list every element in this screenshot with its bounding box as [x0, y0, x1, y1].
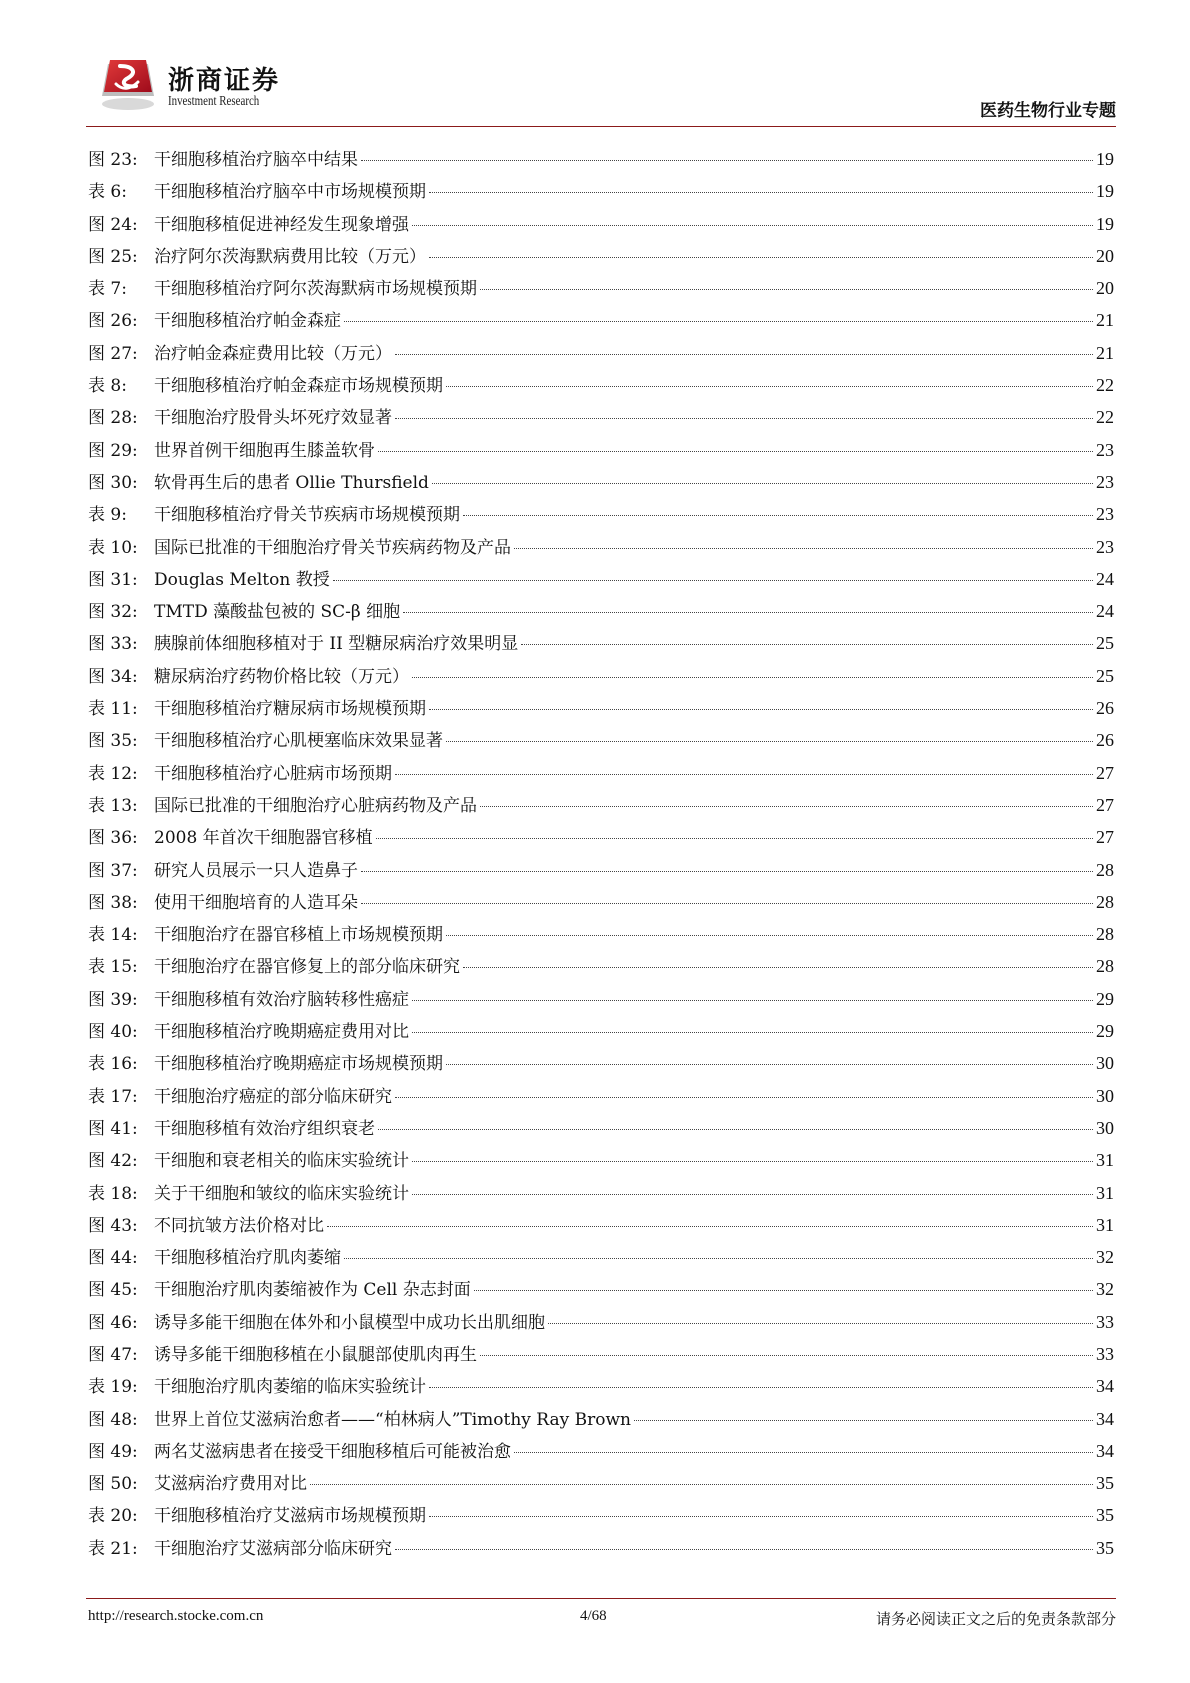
toc-entry-title: 干细胞治疗肌肉萎缩被作为 Cell 杂志封面 [154, 1280, 471, 1301]
toc-entry-page: 26 [1096, 730, 1114, 751]
toc-entry-title: 干细胞治疗艾滋病部分临床研究 [154, 1538, 392, 1559]
toc-dot-leader [429, 192, 1093, 193]
toc-entry-page: 25 [1096, 665, 1114, 686]
toc-dot-leader [412, 1032, 1093, 1033]
toc-dot-leader [480, 806, 1093, 807]
toc-dot-leader [634, 1420, 1093, 1421]
toc-entry-number: 图 50: [88, 1474, 138, 1495]
toc-entry-number: 图 36: [88, 828, 138, 849]
toc-entry[interactable] [88, 1343, 1114, 1375]
toc-entry-page: 23 [1096, 439, 1114, 460]
toc-entry-number: 图 25: [88, 246, 138, 267]
toc-entry-title: 干细胞移植治疗晚期癌症费用对比 [154, 1022, 409, 1043]
toc-entry[interactable] [88, 729, 1114, 761]
toc-entry[interactable] [88, 536, 1114, 568]
toc-entry-number: 图 43: [88, 1215, 138, 1236]
toc-entry-title: 干细胞治疗在器官修复上的部分临床研究 [154, 957, 460, 978]
toc-entry-page: 22 [1096, 407, 1114, 428]
toc-entry-title: 软骨再生后的患者 Ollie Thursfield [154, 472, 429, 493]
toc-entry[interactable] [88, 891, 1114, 923]
toc-dot-leader [412, 1161, 1093, 1162]
toc-entry-title: 糖尿病治疗药物价格比较（万元） [154, 666, 409, 687]
table-of-contents [88, 148, 1114, 1569]
toc-entry-title: 干细胞和衰老相关的临床实验统计 [154, 1151, 409, 1172]
toc-entry[interactable] [88, 632, 1114, 664]
toc-entry-number: 图 29: [88, 440, 138, 461]
toc-dot-leader [432, 483, 1093, 484]
toc-entry-page: 27 [1096, 762, 1114, 783]
toc-entry-number: 表 16: [88, 1054, 138, 1075]
toc-dot-leader [429, 1387, 1093, 1388]
toc-entry-title: 两名艾滋病患者在接受干细胞移植后可能被治愈 [154, 1441, 511, 1462]
toc-entry[interactable] [88, 1214, 1114, 1246]
toc-entry-title: 干细胞移植治疗糖尿病市场规模预期 [154, 699, 426, 720]
toc-entry-title: 干细胞移植治疗骨关节疾病市场规模预期 [154, 505, 460, 526]
toc-entry-page: 20 [1096, 278, 1114, 299]
toc-entry-number: 图 48: [88, 1409, 138, 1430]
toc-entry-title: 国际已批准的干细胞治疗骨关节疾病药物及产品 [154, 537, 511, 558]
toc-entry-page: 25 [1096, 633, 1114, 654]
toc-dot-leader [361, 160, 1093, 161]
toc-entry-number: 图 49: [88, 1441, 138, 1462]
toc-dot-leader [361, 871, 1093, 872]
toc-entry-title: 干细胞移植治疗心肌梗塞临床效果显著 [154, 731, 443, 752]
toc-entry-title: 2008 年首次干细胞器官移植 [154, 828, 373, 849]
toc-dot-leader [548, 1323, 1093, 1324]
toc-dot-leader [514, 1452, 1093, 1453]
toc-entry-title: 干细胞移植有效治疗脑转移性癌症 [154, 989, 409, 1010]
toc-entry[interactable] [88, 277, 1114, 309]
toc-entry-number: 图 34: [88, 666, 138, 687]
toc-entry-title: 干细胞移植治疗阿尔茨海默病市场规模预期 [154, 279, 477, 300]
toc-entry[interactable] [88, 1472, 1114, 1504]
toc-entry-number: 表 15: [88, 957, 138, 978]
toc-dot-leader [395, 1549, 1093, 1550]
toc-entry-page: 28 [1096, 924, 1114, 945]
toc-dot-leader [395, 418, 1093, 419]
toc-entry-title: 研究人员展示一只人造鼻子 [154, 860, 358, 881]
toc-entry-page: 19 [1096, 213, 1114, 234]
toc-entry-title: 干细胞移植治疗艾滋病市场规模预期 [154, 1506, 426, 1527]
toc-entry[interactable] [88, 955, 1114, 987]
toc-dot-leader [395, 774, 1093, 775]
toc-entry[interactable] [88, 503, 1114, 535]
toc-entry-page: 35 [1096, 1473, 1114, 1494]
toc-dot-leader [403, 612, 1093, 613]
toc-entry-title: 干细胞移植治疗脑卒中结果 [154, 150, 358, 170]
footer-url-link[interactable]: http://research.stocke.com.cn [88, 1608, 264, 1624]
toc-dot-leader [446, 935, 1093, 936]
toc-entry-page: 24 [1096, 601, 1114, 622]
toc-entry-number: 表 20: [88, 1506, 138, 1527]
toc-dot-leader [429, 257, 1093, 258]
toc-entry-page: 34 [1096, 1408, 1114, 1429]
toc-entry-number: 图 30: [88, 472, 138, 493]
toc-entry-page: 33 [1096, 1343, 1114, 1364]
toc-entry-number: 图 46: [88, 1312, 138, 1333]
toc-dot-leader [344, 321, 1093, 322]
toc-entry[interactable] [88, 1440, 1114, 1472]
toc-dot-leader [480, 1355, 1093, 1356]
toc-entry-page: 34 [1096, 1376, 1114, 1397]
toc-entry[interactable] [88, 1246, 1114, 1278]
toc-entry-number: 表 11: [88, 699, 138, 720]
toc-entry-number: 图 37: [88, 860, 138, 881]
toc-dot-leader [378, 451, 1093, 452]
toc-entry-title: 使用干细胞培育的人造耳朵 [154, 892, 358, 913]
toc-entry[interactable] [88, 1408, 1114, 1440]
toc-dot-leader [412, 1000, 1093, 1001]
toc-entry-number: 表 14: [88, 925, 138, 946]
toc-entry-title: Douglas Melton 教授 [154, 569, 330, 590]
toc-dot-leader [395, 354, 1093, 355]
zheshang-logo-icon [98, 56, 158, 112]
toc-dot-leader [521, 644, 1093, 645]
toc-entry-number: 表 18: [88, 1183, 138, 1204]
toc-entry-number: 图 35: [88, 731, 138, 752]
toc-entry-number: 图 33: [88, 634, 138, 655]
toc-entry[interactable] [88, 1375, 1114, 1407]
toc-dot-leader [429, 1516, 1093, 1517]
toc-entry-title: 诱导多能干细胞在体外和小鼠模型中成功长出肌细胞 [154, 1312, 545, 1333]
toc-entry-page: 24 [1096, 568, 1114, 589]
toc-entry-title: 胰腺前体细胞移植对于 II 型糖尿病治疗效果明显 [154, 634, 519, 655]
toc-dot-leader [327, 1226, 1093, 1227]
toc-entry-page: 20 [1096, 245, 1114, 266]
toc-entry[interactable] [88, 342, 1114, 374]
toc-entry-title: 干细胞治疗癌症的部分临床研究 [154, 1086, 392, 1107]
toc-entry-number: 图 27: [88, 343, 138, 364]
toc-entry[interactable] [88, 988, 1114, 1020]
toc-entry-page: 30 [1096, 1053, 1114, 1074]
toc-entry-page: 32 [1096, 1247, 1114, 1268]
toc-dot-leader [463, 515, 1093, 516]
toc-dot-leader [412, 225, 1093, 226]
header-divider [86, 126, 1116, 127]
toc-dot-leader [310, 1484, 1093, 1485]
toc-entry-title: 治疗帕金森症费用比较（万元） [154, 343, 392, 364]
toc-entry-number: 图 41: [88, 1118, 138, 1139]
toc-entry-page: 29 [1096, 1021, 1114, 1042]
disclaimer-note: 请务必阅读正文之后的免责条款部分 [875, 1610, 1116, 1628]
toc-entry[interactable] [88, 826, 1114, 858]
toc-entry[interactable] [88, 1149, 1114, 1181]
toc-entry[interactable] [88, 1278, 1114, 1310]
toc-dot-leader [514, 548, 1093, 549]
toc-entry[interactable] [88, 923, 1114, 955]
toc-entry[interactable] [88, 245, 1114, 277]
toc-entry-page: 29 [1096, 988, 1114, 1009]
toc-entry-number: 图 23: [88, 150, 138, 170]
toc-entry-page: 31 [1096, 1182, 1114, 1203]
toc-dot-leader [463, 967, 1093, 968]
toc-entry[interactable] [88, 1117, 1114, 1149]
toc-entry-number: 图 47: [88, 1344, 138, 1365]
toc-entry-number: 表 6: [88, 182, 127, 203]
page-indicator: 4/68 [580, 1608, 607, 1624]
toc-entry-number: 表 10: [88, 537, 138, 558]
toc-entry-title: 诱导多能干细胞移植在小鼠腿部使肌肉再生 [154, 1344, 477, 1365]
toc-entry[interactable] [88, 697, 1114, 729]
toc-entry-page: 28 [1096, 956, 1114, 977]
toc-entry-title: 世界首例干细胞再生膝盖软骨 [154, 440, 375, 461]
toc-entry-page: 27 [1096, 827, 1114, 848]
toc-dot-leader [361, 903, 1093, 904]
footer-divider [86, 1598, 1116, 1599]
toc-entry-number: 图 44: [88, 1248, 138, 1269]
toc-dot-leader [344, 1258, 1093, 1259]
toc-entry-title: 干细胞治疗肌肉萎缩的临床实验统计 [154, 1377, 426, 1398]
toc-entry-page: 26 [1096, 698, 1114, 719]
toc-entry-page: 34 [1096, 1440, 1114, 1461]
toc-dot-leader [333, 580, 1093, 581]
toc-entry-number: 表 21: [88, 1538, 138, 1559]
brand-name-en: Investment Research [168, 94, 260, 109]
toc-dot-leader [429, 709, 1093, 710]
toc-entry[interactable] [88, 374, 1114, 406]
toc-entry-page: 31 [1096, 1214, 1114, 1235]
toc-entry-title: 干细胞移植促进神经发生现象增强 [154, 214, 409, 235]
toc-entry-title: 干细胞移植治疗脑卒中市场规模预期 [154, 182, 426, 203]
toc-dot-leader [412, 1194, 1093, 1195]
toc-dot-leader [376, 838, 1093, 839]
toc-entry-number: 图 28: [88, 408, 138, 429]
toc-dot-leader [446, 386, 1093, 387]
toc-entry-page: 28 [1096, 891, 1114, 912]
toc-entry-title: 艾滋病治疗费用对比 [154, 1474, 307, 1495]
toc-entry-page: 23 [1096, 536, 1114, 557]
toc-dot-leader [446, 741, 1093, 742]
toc-entry-title: 干细胞治疗股骨头坏死疗效显著 [154, 408, 392, 429]
toc-entry-number: 表 7: [88, 279, 127, 300]
toc-entry-number: 图 40: [88, 1022, 138, 1043]
toc-entry[interactable] [88, 1311, 1114, 1343]
toc-entry-page: 23 [1096, 504, 1114, 525]
toc-entry-page: 22 [1096, 375, 1114, 396]
toc-entry-title: TMTD 藻酸盐包被的 SC-β 细胞 [154, 602, 401, 623]
toc-entry-title: 不同抗皱方法价格对比 [154, 1215, 324, 1236]
toc-entry[interactable] [88, 1085, 1114, 1117]
toc-entry-page: 35 [1096, 1537, 1114, 1558]
toc-entry[interactable] [88, 1052, 1114, 1084]
toc-dot-leader [412, 677, 1093, 678]
page-header [86, 52, 1116, 127]
toc-entry[interactable] [88, 794, 1114, 826]
toc-entry-title: 干细胞治疗在器官移植上市场规模预期 [154, 925, 443, 946]
toc-entry-number: 图 31: [88, 569, 138, 590]
toc-entry-number: 表 19: [88, 1377, 138, 1398]
toc-entry-title: 干细胞移植治疗心脏病市场预期 [154, 763, 392, 784]
toc-entry-page: 35 [1096, 1505, 1114, 1526]
toc-dot-leader [474, 1290, 1093, 1291]
toc-dot-leader [378, 1129, 1093, 1130]
toc-entry[interactable] [88, 568, 1114, 600]
toc-entry-page: 21 [1096, 342, 1114, 363]
toc-entry[interactable] [88, 148, 1114, 180]
toc-entry-page: 30 [1096, 1085, 1114, 1106]
toc-dot-leader [395, 1097, 1093, 1098]
toc-entry-page: 32 [1096, 1279, 1114, 1300]
toc-entry-page: 30 [1096, 1117, 1114, 1138]
toc-entry-page: 33 [1096, 1311, 1114, 1332]
toc-entry-title: 国际已批准的干细胞治疗心脏病药物及产品 [154, 795, 477, 816]
toc-entry-number: 表 17: [88, 1086, 138, 1107]
toc-entry-title: 干细胞移植有效治疗组织衰老 [154, 1118, 375, 1139]
toc-entry-title: 干细胞移植治疗帕金森症市场规模预期 [154, 376, 443, 397]
toc-entry[interactable] [88, 213, 1114, 245]
toc-entry[interactable] [88, 1020, 1114, 1052]
toc-entry-number: 表 8: [88, 376, 127, 397]
toc-entry[interactable] [88, 859, 1114, 891]
toc-entry-page: 19 [1096, 181, 1114, 202]
toc-entry-title: 治疗阿尔茨海默病费用比较（万元） [154, 246, 426, 267]
toc-entry-page: 19 [1096, 149, 1114, 169]
toc-dot-leader [480, 289, 1093, 290]
toc-entry-title: 干细胞移植治疗肌肉萎缩 [154, 1248, 341, 1269]
toc-entry-number: 图 45: [88, 1280, 138, 1301]
toc-entry-number: 图 26: [88, 311, 138, 332]
toc-entry-number: 表 13: [88, 795, 138, 816]
toc-entry[interactable] [88, 471, 1114, 503]
toc-entry[interactable] [88, 406, 1114, 438]
toc-entry-number: 表 12: [88, 763, 138, 784]
toc-entry[interactable] [88, 1182, 1114, 1214]
toc-entry[interactable] [88, 439, 1114, 471]
brand-name-cn: 浙商证券 [168, 66, 281, 96]
toc-entry-number: 图 38: [88, 892, 138, 913]
toc-entry-number: 图 24: [88, 214, 138, 235]
toc-entry-number: 图 39: [88, 989, 138, 1010]
toc-entry[interactable] [88, 309, 1114, 341]
toc-entry-title: 干细胞移植治疗帕金森症 [154, 311, 341, 332]
toc-entry-title: 世界上首位艾滋病治愈者——“柏林病人”Timothy Ray Brown [154, 1409, 631, 1430]
toc-entry-page: 27 [1096, 794, 1114, 815]
toc-entry-page: 31 [1096, 1150, 1114, 1171]
toc-entry-title: 干细胞移植治疗晚期癌症市场规模预期 [154, 1054, 443, 1075]
toc-entry[interactable] [88, 762, 1114, 794]
toc-entry-page: 23 [1096, 471, 1114, 492]
toc-entry-title: 关于干细胞和皱纹的临床实验统计 [154, 1183, 409, 1204]
toc-entry-page: 21 [1096, 310, 1114, 331]
toc-entry-number: 图 32: [88, 602, 138, 623]
toc-entry[interactable] [88, 665, 1114, 697]
toc-entry[interactable] [88, 1504, 1114, 1536]
toc-entry[interactable] [88, 1537, 1114, 1569]
report-type-title: 医药生物行业专题 [980, 101, 1116, 121]
toc-entry-number: 表 9: [88, 505, 127, 526]
toc-entry-number: 图 42: [88, 1151, 138, 1172]
toc-entry-page: 28 [1096, 859, 1114, 880]
toc-entry[interactable] [88, 180, 1114, 212]
toc-dot-leader [446, 1064, 1093, 1065]
toc-entry[interactable] [88, 600, 1114, 632]
